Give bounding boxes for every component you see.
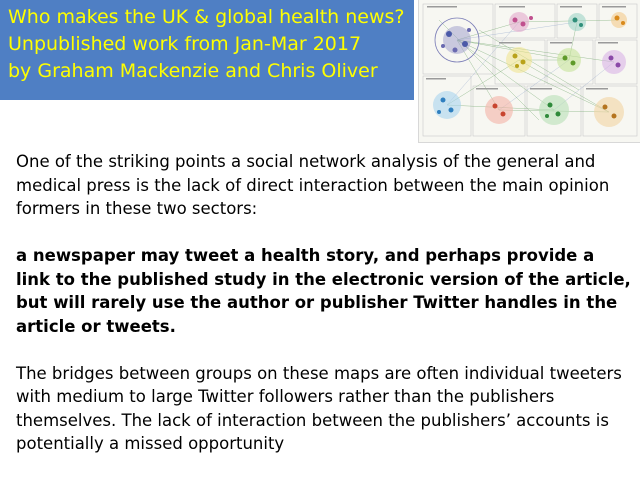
paragraph-bridges: The bridges between groups on these maps are often individual tweeters with medium to large Twitter followers rather than the publishers themselves. The lack of interaction between the publishers’ accounts is potentially a missed opportunity xyxy=(16,363,622,453)
network-map-graphic xyxy=(419,0,640,142)
title-banner xyxy=(0,0,414,100)
title-line-3: by Graham Mackenzie and Chris Oliver xyxy=(8,60,378,82)
title-line-2: Unpublished work from Jan-Mar 2017 xyxy=(8,33,362,55)
title-line-1: Who makes the UK & global health news? xyxy=(8,6,405,28)
network-map-image xyxy=(418,0,640,143)
paragraph-key-finding: a newspaper may tweet a health story, and perhaps provide a link to the published study in the electronic version of the article, but will rarely use the author or publisher Twitter handles in the article or tweets. xyxy=(16,246,631,336)
body-text xyxy=(16,150,632,456)
paragraph-intro: One of the striking points a social network analysis of the general and medical press is the lack of direct interaction between the main opinion formers in these two sectors: xyxy=(16,152,610,218)
